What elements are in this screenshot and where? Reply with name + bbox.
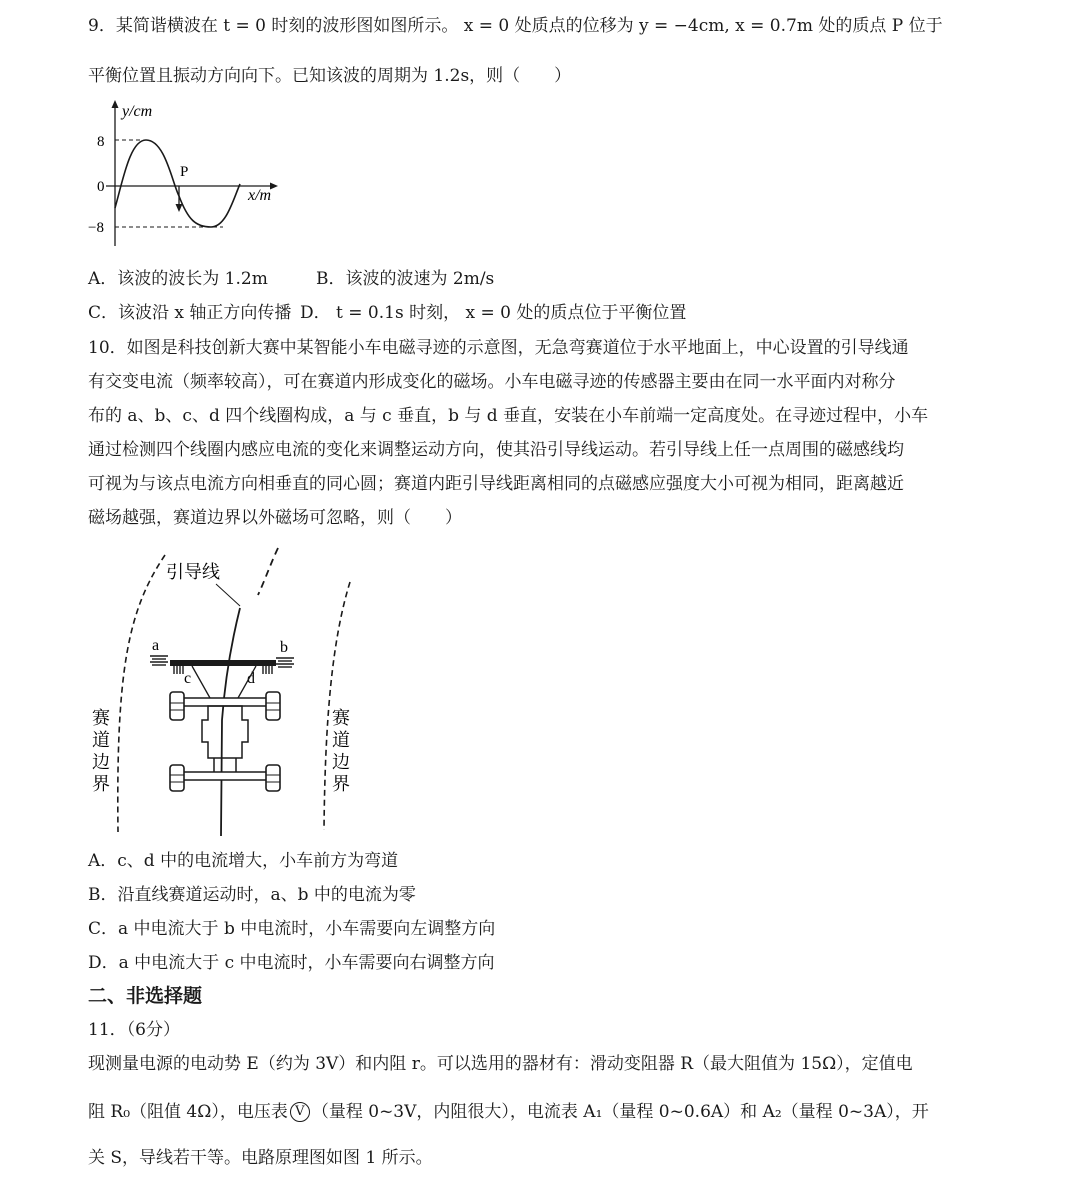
coil-c-label: c xyxy=(184,670,192,687)
q11-header: 11．（6分） xyxy=(88,1020,180,1040)
q11-line2-part1: 阻 R₀（阻值 4Ω），电压表 xyxy=(88,1102,288,1122)
q11-stem-line1: 现测量电源的电动势 E（约为 3V）和内阻 r。可以选用的器材有：滑动变阻器 R（最大阻值为 15Ω），定值电 xyxy=(88,1054,913,1074)
wheel-rear-right xyxy=(266,765,280,791)
q11-stem-line2 xyxy=(88,1100,929,1124)
tick-0: 0 xyxy=(97,179,105,195)
guide-wire xyxy=(221,608,240,836)
car-track-figure xyxy=(80,540,380,840)
svg-text:界: 界 xyxy=(332,774,350,794)
q10-stem-line1: 10．如图是科技创新大赛中某智能小车电磁寻迹的示意图，无急弯赛道位于水平地面上，中心设置的引导线通 xyxy=(88,338,909,358)
p-velocity-arrowhead xyxy=(176,204,183,212)
q9-stem-line1: 9．某简谐横波在 t = 0 时刻的波形图如图所示。 x = 0 处质点的位移为 y = −4cm, x = 0.7m 处的质点 P 位于 xyxy=(88,16,943,36)
svg-text:赛: 赛 xyxy=(332,708,350,728)
svg-text:边: 边 xyxy=(92,752,110,772)
q9-option-a: A．该波的波长为 1.2m xyxy=(88,269,268,289)
left-boundary-label xyxy=(92,708,110,794)
guide-wire-dashed xyxy=(258,548,278,595)
svg-text:边: 边 xyxy=(332,752,350,772)
right-boundary-label xyxy=(332,708,350,794)
tick-neg8: −8 xyxy=(88,220,104,236)
left-boundary-line xyxy=(118,555,165,832)
q10-stem-line5: 可视为与该点电流方向相垂直的同心圆；赛道内距引导线距离相同的点磁感应强度大小可视为相同，距离越近 xyxy=(88,474,904,494)
y-axis-label: y/cm xyxy=(122,103,153,120)
q10-stem-line2: 有交变电流（频率较高），可在赛道内形成变化的磁场。小车电磁寻迹的传感器主要由在同一水平面内对称分 xyxy=(88,372,896,392)
coil-b-label: b xyxy=(280,639,288,656)
svg-text:界: 界 xyxy=(92,774,110,794)
guide-wire-label: 引导线 xyxy=(166,562,220,582)
q9-option-c: C．该波沿 x 轴正方向传播 xyxy=(88,303,292,323)
q10-option-a: A．c、d 中的电流增大，小车前方为弯道 xyxy=(88,851,399,871)
wheel-front-left xyxy=(170,692,184,720)
coil-d-label: d xyxy=(247,670,255,687)
coil-a-label: a xyxy=(152,637,160,654)
q9-stem-line2: 平衡位置且振动方向向下。已知该波的周期为 1.2s，则（ ） xyxy=(88,66,572,86)
q10-option-b: B．沿直线赛道运动时，a、b 中的电流为零 xyxy=(88,885,416,905)
svg-text:道: 道 xyxy=(92,730,110,750)
q9-option-b: B．该波的波速为 2m/s xyxy=(316,269,495,289)
wheel-rear-left xyxy=(170,765,184,791)
q11-stem-line3: 关 S，导线若干等。电路原理图如图 1 所示。 xyxy=(88,1148,433,1168)
q10-stem-line6: 磁场越强，赛道边界以外磁场可忽略，则（ ） xyxy=(88,508,462,528)
svg-text:道: 道 xyxy=(332,730,350,750)
bracket-left xyxy=(192,666,210,698)
voltmeter-icon: V xyxy=(290,1102,310,1122)
point-p-label: P xyxy=(180,164,189,180)
coil-a-icon xyxy=(150,656,168,665)
q10-stem-line3: 布的 a、b、c、d 四个线圈构成，a 与 c 垂直，b 与 d 垂直，安装在小车前端一定高度处。在寻迹过程中，小车 xyxy=(88,406,929,426)
y-axis-arrow xyxy=(112,100,119,108)
tick-8: 8 xyxy=(97,134,105,150)
q10-option-c: C．a 中电流大于 b 中电流时，小车需要向左调整方向 xyxy=(88,919,496,939)
q10-stem-line4: 通过检测四个线圈内感应电流的变化来调整运动方向，使其沿引导线运动。若引导线上任一点周围的磁感线均 xyxy=(88,440,904,460)
svg-text:赛: 赛 xyxy=(92,708,110,728)
guide-label-leader xyxy=(216,584,240,606)
wave-curve xyxy=(115,140,240,227)
x-axis-label: x/m xyxy=(248,187,272,204)
car-body xyxy=(182,698,268,780)
coil-d-icon xyxy=(263,666,272,674)
q11-line2-part2: （量程 0~3V，内阻很大），电流表 A₁（量程 0~0.6A）和 A₂（量程 0~3A），开 xyxy=(311,1102,929,1122)
x-axis-arrow xyxy=(270,183,278,190)
section-heading: 二、非选择题 xyxy=(88,985,203,1007)
wave-graph xyxy=(88,96,288,256)
front-bar xyxy=(170,660,276,666)
coil-b-icon xyxy=(276,658,294,667)
wheel-front-right xyxy=(266,692,280,720)
coil-c-icon xyxy=(174,666,183,674)
q10-option-d: D．a 中电流大于 c 中电流时，小车需要向右调整方向 xyxy=(88,953,495,973)
q9-option-d: D． t = 0.1s 时刻， x = 0 处的质点位于平衡位置 xyxy=(300,303,687,323)
